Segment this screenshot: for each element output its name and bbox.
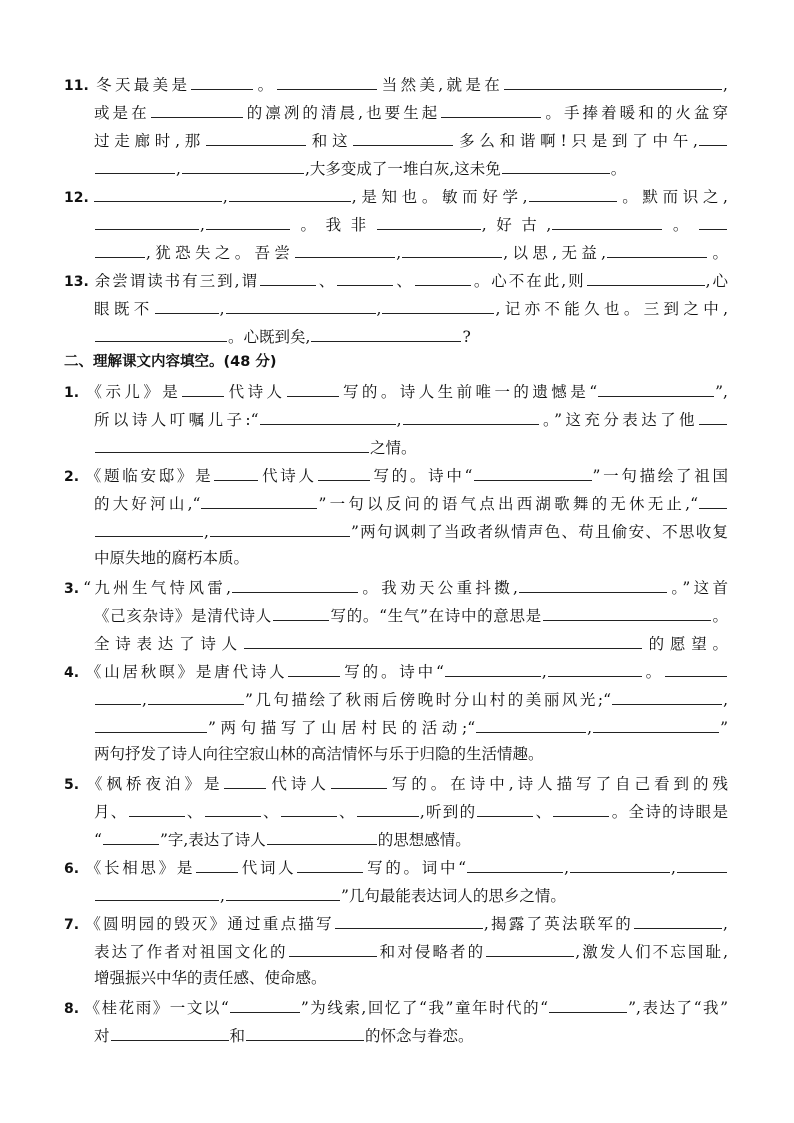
question-number: 12.: [64, 190, 89, 206]
s2-q6-line-2: [94, 883, 728, 905]
blank[interactable]: [148, 687, 244, 705]
s2-q2-line-2: [94, 491, 728, 513]
s2-q6-line-1: [64, 855, 728, 877]
s2-q1-line-3: [94, 435, 728, 457]
blank[interactable]: [502, 156, 610, 174]
question-text: 所以诗人叮嘱儿子:“: [94, 411, 259, 429]
question-text: ,: [396, 411, 402, 429]
blank[interactable]: [445, 659, 541, 677]
q12-line-3: [94, 240, 728, 262]
question-text: 。: [708, 244, 728, 262]
question-text: ,记亦不能久也。三到之中,: [495, 300, 728, 318]
q12-line-1: [64, 184, 728, 206]
question-text: 代诗人: [259, 467, 317, 485]
question-text: ,: [222, 188, 228, 206]
s2-q3-line-2: [94, 603, 728, 625]
question-text: ,: [219, 300, 225, 318]
blank[interactable]: [552, 212, 662, 230]
blank[interactable]: [441, 100, 541, 118]
question-text: 的愿望。: [642, 635, 728, 653]
question-text: 的怀念与眷恋。: [365, 1027, 474, 1045]
blank[interactable]: [196, 855, 238, 873]
blank[interactable]: [543, 603, 711, 621]
blank[interactable]: [331, 771, 387, 789]
blank[interactable]: [111, 1023, 229, 1041]
blank[interactable]: [155, 296, 219, 314]
blank[interactable]: [267, 827, 377, 845]
question-text: 。: [610, 160, 627, 178]
blank[interactable]: [94, 184, 222, 202]
question-text: 代诗人: [267, 775, 330, 793]
blank[interactable]: [699, 128, 727, 146]
blank[interactable]: [260, 268, 316, 286]
blank[interactable]: [206, 212, 290, 230]
question-text: 。: [663, 216, 698, 234]
q13-line-2: [94, 296, 728, 318]
blank[interactable]: [699, 407, 727, 425]
question-text: 全诗表达了诗人: [94, 635, 243, 653]
question-text: 和这: [307, 132, 353, 150]
question-text: ,: [176, 160, 181, 178]
blank[interactable]: [335, 911, 483, 929]
question-text: 《圆明园的毁灭》通过重点描写: [83, 915, 334, 933]
blank[interactable]: [182, 156, 304, 174]
question-text: ”两句描写了山居村民的活动;“: [208, 719, 476, 737]
blank[interactable]: [205, 799, 261, 817]
question-text: 写的。诗中“: [341, 663, 444, 681]
blank[interactable]: [587, 268, 705, 286]
blank[interactable]: [665, 659, 727, 677]
blank[interactable]: [402, 240, 502, 258]
blank[interactable]: [353, 128, 453, 146]
s2-q8-line-1: [64, 995, 728, 1017]
blank[interactable]: [260, 407, 396, 425]
question-text: “: [94, 831, 102, 849]
s2-q2-line-4: [94, 547, 728, 569]
question-number: 5.: [64, 777, 80, 793]
question-text: ,: [204, 523, 209, 541]
question-text: 、: [337, 803, 356, 821]
question-text: 或是在: [94, 104, 150, 122]
blank[interactable]: [288, 659, 340, 677]
blank[interactable]: [486, 939, 574, 957]
question-text: 余尝谓读书有三到,谓: [92, 272, 259, 290]
blank[interactable]: [226, 296, 376, 314]
blank[interactable]: [230, 995, 300, 1013]
blank[interactable]: [474, 463, 592, 481]
question-text: 当然美,就是在: [378, 76, 504, 94]
question-number: 13.: [64, 274, 89, 290]
question-text: 的思想感情。: [377, 831, 471, 849]
question-text: 代词人: [239, 859, 297, 877]
blank[interactable]: [634, 911, 722, 929]
blank[interactable]: [297, 855, 363, 873]
s2-q8-line-2: [94, 1023, 728, 1045]
question-text: 。心不在此,则: [471, 272, 586, 290]
question-text: ”,表达了“我”: [628, 999, 728, 1017]
question-text: ,: [723, 76, 728, 94]
question-text: ,: [200, 216, 205, 234]
s2-q2-line-3: [94, 519, 728, 541]
question-text: ”两句讽刺了当政者纵情声色、苟且偷安、不思收复: [350, 523, 728, 541]
question-text: 。我非: [290, 216, 376, 234]
question-text: 。手捧着暖和的火盆穿: [542, 104, 728, 122]
blank[interactable]: [201, 491, 317, 509]
blank[interactable]: [311, 324, 461, 342]
blank[interactable]: [553, 799, 609, 817]
blank[interactable]: [95, 687, 141, 705]
blank[interactable]: [295, 240, 395, 258]
question-text: 写的。在诗中,诗人描写了自己看到的残: [387, 775, 728, 793]
question-text: ,好古,: [481, 216, 552, 234]
question-text: ,以思,无益,: [503, 244, 607, 262]
question-text: ,: [587, 719, 593, 737]
question-text: ,大多变成了一堆白灰,这未免: [304, 160, 501, 178]
question-text: ,: [723, 915, 728, 933]
blank[interactable]: [182, 379, 224, 397]
question-text: 《己亥杂诗》是清代诗人: [94, 607, 272, 625]
question-text: 写的。诗人生前唯一的遗憾是“: [339, 383, 598, 401]
question-text: 、: [261, 803, 280, 821]
question-text: ,是知也。敏而好学,: [351, 188, 528, 206]
blank[interactable]: [273, 603, 329, 621]
question-text: 。全诗的诗眼是: [610, 803, 728, 821]
question-text: 。: [642, 663, 664, 681]
question-text: ,: [671, 859, 676, 877]
question-text: ?: [462, 328, 471, 346]
blank[interactable]: [377, 212, 481, 230]
blank[interactable]: [244, 631, 642, 649]
s2-q5-line-3: [94, 827, 728, 849]
question-text: ,: [376, 300, 382, 318]
question-text: ”: [720, 719, 728, 737]
question-text: 、: [185, 803, 204, 821]
question-text: ,: [541, 663, 547, 681]
question-text: 之情。: [370, 439, 417, 457]
s2-q1-line-2: [94, 407, 728, 429]
question-text: ”字,表达了诗人: [159, 831, 266, 849]
question-text: 眼既不: [94, 300, 154, 318]
question-text: 、: [316, 272, 337, 290]
s2-q3-line-3: [94, 631, 728, 653]
blank[interactable]: [210, 519, 350, 537]
blank[interactable]: [277, 72, 377, 90]
question-text: 。”这首: [668, 579, 728, 597]
question-text: 冬天最美是: [92, 76, 191, 94]
s2-q7-line-1: [64, 911, 728, 933]
blank[interactable]: [246, 1023, 364, 1041]
s2-q7-line-2: [94, 939, 728, 961]
s2-q4-line-2: [94, 687, 728, 709]
question-text: 和: [229, 1027, 246, 1045]
question-text: 。: [254, 76, 277, 94]
question-number: 8.: [64, 1001, 80, 1017]
question-text: 、: [394, 272, 414, 290]
blank[interactable]: [403, 407, 539, 425]
blank[interactable]: [699, 212, 727, 230]
s2-q4-line-4: [94, 743, 728, 765]
blank[interactable]: [504, 72, 722, 90]
s2-q5-line-2: [94, 799, 728, 821]
blank[interactable]: [229, 184, 351, 202]
blank[interactable]: [95, 883, 219, 901]
question-text: 《长相思》是: [83, 859, 196, 877]
blank[interactable]: [206, 128, 306, 146]
question-text: 。: [711, 607, 728, 625]
blank[interactable]: [476, 715, 586, 733]
q11-line-3: [94, 128, 728, 150]
question-text: “九州生气恃风雷,: [83, 579, 232, 597]
question-text: 、: [534, 803, 553, 821]
q11-line-4: [94, 156, 728, 178]
question-text: ”一句以反问的语气点出西湖歌舞的无休无止,“: [318, 495, 699, 513]
blank[interactable]: [529, 184, 617, 202]
question-text: 过走廊时,那: [94, 132, 206, 150]
question-text: ,: [220, 887, 225, 905]
blank[interactable]: [318, 463, 370, 481]
blank[interactable]: [598, 379, 714, 397]
question-text: ,激发人们不忘国耻,: [575, 943, 728, 961]
question-text: ”为线索,回忆了“我”童年时代的“: [300, 999, 549, 1017]
question-text: 的大好河山,“: [94, 495, 201, 513]
blank[interactable]: [95, 519, 203, 537]
question-text: ”,: [715, 383, 728, 401]
question-text: 两句抒发了诗人向往空寂山林的高洁情怀与乐于归隐的生活情趣。: [94, 745, 544, 763]
blank[interactable]: [477, 799, 533, 817]
q11-line-1: [64, 72, 728, 94]
blank[interactable]: [281, 799, 337, 817]
s2-q4-line-1: [64, 659, 728, 681]
blank[interactable]: [382, 296, 494, 314]
blank[interactable]: [191, 72, 253, 90]
question-text: 对: [94, 1027, 110, 1045]
blank[interactable]: [467, 855, 563, 873]
question-text: 《山居秋暝》是唐代诗人: [83, 663, 288, 681]
blank[interactable]: [103, 827, 159, 845]
s2-q5-line-1: [64, 771, 728, 793]
question-number: 2.: [64, 469, 80, 485]
s2-q3-line-1: [64, 575, 728, 597]
blank[interactable]: [214, 463, 258, 481]
s2-q1-line-1: [64, 379, 728, 401]
question-text: ”几句描绘了秋雨后傍晚时分山村的美丽风光;“: [244, 691, 612, 709]
blank[interactable]: [95, 240, 145, 258]
q11-line-2: [94, 100, 728, 122]
question-text: 的凛冽的清晨,也要生起: [243, 104, 441, 122]
blank[interactable]: [548, 659, 642, 677]
question-text: ,心: [705, 272, 728, 290]
blank[interactable]: [593, 715, 719, 733]
q12-line-2: [94, 212, 728, 234]
blank[interactable]: [607, 240, 707, 258]
question-text: 代诗人: [225, 383, 286, 401]
s2-q2-line-1: [64, 463, 728, 485]
question-text: 。我劝天公重抖擞,: [359, 579, 518, 597]
question-text: 。”这充分表达了他: [539, 411, 698, 429]
blank[interactable]: [570, 855, 670, 873]
question-text: ,: [723, 691, 728, 709]
blank[interactable]: [677, 855, 727, 873]
question-number: 4.: [64, 665, 80, 681]
blank[interactable]: [95, 156, 175, 174]
question-text: ”一句描绘了祖国: [592, 467, 728, 485]
question-text: 《桂花雨》一文以“: [83, 999, 229, 1017]
question-number: 11.: [64, 78, 89, 94]
question-text: 月、: [94, 803, 128, 821]
blank[interactable]: [289, 939, 377, 957]
question-text: 增强振兴中华的责任感、使命感。: [94, 969, 327, 987]
question-number: 6.: [64, 861, 80, 877]
blank[interactable]: [612, 687, 722, 705]
question-text: 《示儿》是: [83, 383, 182, 401]
question-text: ,揭露了英法联军的: [483, 915, 634, 933]
q13-line-1: [64, 268, 728, 290]
question-text: 写的。“生气”在诗中的意思是: [329, 607, 542, 625]
blank[interactable]: [95, 212, 199, 230]
question-number: 3.: [64, 581, 80, 597]
question-text: ,: [142, 691, 147, 709]
blank[interactable]: [549, 995, 627, 1013]
section-title: 二、理解课文内容填空。(48 分): [64, 354, 277, 370]
question-text: ,: [396, 244, 402, 262]
question-text: 中原失地的腐朽本质。: [94, 549, 250, 567]
question-text: 《题临安邸》是: [83, 467, 214, 485]
question-text: ,犹恐失之。吾尝: [146, 244, 295, 262]
question-number: 7.: [64, 917, 80, 933]
blank[interactable]: [337, 268, 393, 286]
question-text: ,听到的: [419, 803, 477, 821]
blank[interactable]: [287, 379, 339, 397]
blank[interactable]: [224, 771, 266, 789]
question-text: 《枫桥夜泊》是: [83, 775, 224, 793]
question-text: ”几句最能表达词人的思乡之情。: [340, 887, 566, 905]
blank[interactable]: [699, 491, 727, 509]
blank[interactable]: [129, 799, 185, 817]
blank[interactable]: [95, 715, 207, 733]
question-text: 写的。诗中“: [370, 467, 473, 485]
question-text: 和对侵略者的: [377, 943, 486, 961]
blank[interactable]: [357, 799, 419, 817]
blank[interactable]: [226, 883, 340, 901]
question-text: 。心既到矣,: [228, 328, 311, 346]
question-text: 写的。词中“: [364, 859, 467, 877]
s2-q4-line-3: [94, 715, 728, 737]
q13-line-3: [94, 324, 728, 346]
blank[interactable]: [519, 575, 667, 593]
blank[interactable]: [415, 268, 471, 286]
blank[interactable]: [95, 324, 227, 342]
question-number: 1.: [64, 385, 80, 401]
question-text: 表达了作者对祖国文化的: [94, 943, 288, 961]
blank[interactable]: [232, 575, 358, 593]
s2-q7-line-3: [94, 967, 728, 989]
question-text: 多么和谐啊!只是到了中午,: [454, 132, 698, 150]
question-text: ,: [564, 859, 570, 877]
blank[interactable]: [95, 435, 369, 453]
blank[interactable]: [151, 100, 243, 118]
question-text: 。默而识之,: [617, 188, 728, 206]
